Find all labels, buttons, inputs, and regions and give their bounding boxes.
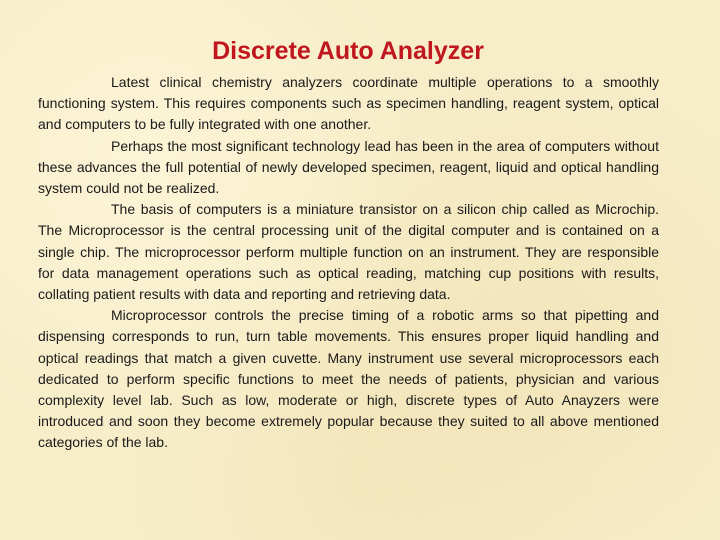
paragraph-intro: Latest clinical chemistry analyzers coordinate multiple operations to a smoothly functioning system. This requires components such as specimen handling, reagent system, optical and computers to be fully integrated with one another. (38, 74, 659, 133)
paragraph-microprocessor: Microprocessor controls the precise timing of a robotic arms so that pipetting and dispensing corresponds to run, turn table movements. This ensures proper liquid handling and optical readings that match a given cuvette. Many instrument use several microprocessors each dedicated to perform specific functions to meet the needs of patients, physician and various complexity level lab. Such as low, moderate or high, discrete types of Auto Anayzers were introduced and soon they become extremely popular because they suited to all above mentioned categories of the lab. (38, 307, 659, 451)
slide-title: Discrete Auto Analyzer (212, 37, 484, 65)
paragraph-microchip: The basis of computers is a miniature transistor on a silicon chip called as Microchip. The Microprocessor is the central processing unit of the digital computer and is contained on a single chip. The microprocessor perform multiple function on an instrument. They are responsible for data management operations such as optical reading, matching cup positions with results, collating patient results with data and reporting and retrieving data. (38, 201, 659, 303)
paragraph-computers: Perhaps the most significant technology lead has been in the area of computers without these advances the full potential of newly developed specimen, reagent, liquid and optical handling system could not be realized. (38, 137, 659, 197)
slide-body (38, 72, 659, 454)
